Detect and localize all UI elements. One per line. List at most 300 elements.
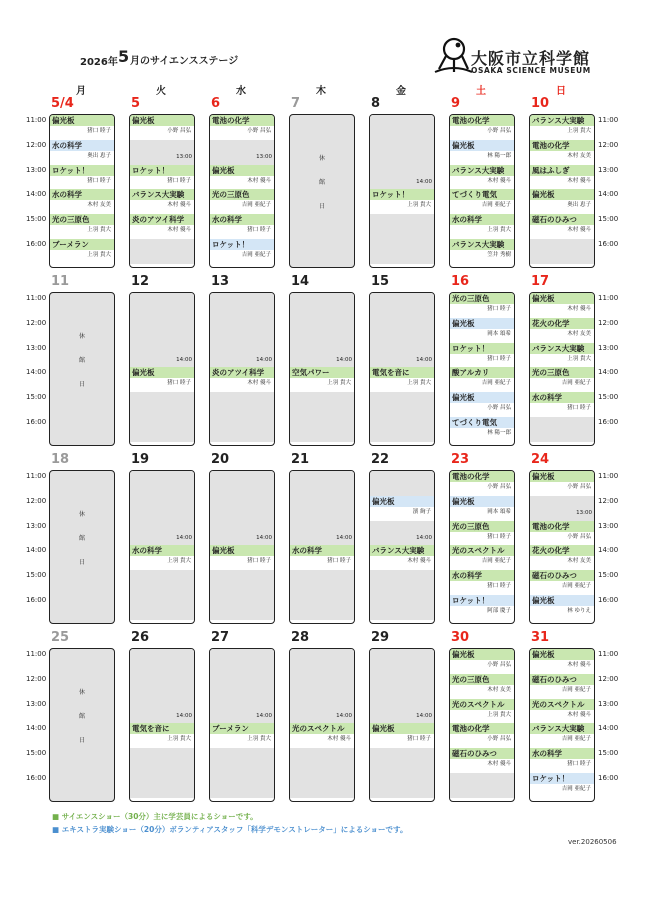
time-label-left: 15:00 [26, 749, 47, 758]
closed-label: 日 [78, 381, 85, 388]
weekday-header: 金 [396, 86, 406, 97]
show-entry[interactable] [130, 545, 194, 570]
time-label-right: 11:00 [598, 472, 619, 480]
show-name: 偏光板 [530, 471, 594, 482]
show-name: ロケット！ [210, 239, 274, 250]
empty-slot [130, 293, 194, 318]
weekday-header: 火 [156, 86, 166, 97]
time-label-right: 12:00 [598, 318, 619, 327]
show-name: 電池の化学 [210, 115, 274, 126]
show-name: 光のスペクトル [450, 545, 514, 556]
show-entry[interactable] [530, 748, 594, 773]
slot-time-caption: 14:00 [256, 712, 272, 719]
show-entry[interactable] [530, 140, 594, 165]
day-number: 29 [371, 630, 390, 645]
show-entry[interactable] [450, 318, 514, 343]
closed-label: 休 [318, 155, 325, 162]
show-staff: 小野 昌弘 [567, 533, 591, 540]
show-entry[interactable] [370, 189, 434, 214]
empty-slot [130, 748, 194, 773]
time-label-right: 11:00 [598, 650, 619, 658]
empty-slot [210, 521, 274, 546]
show-entry[interactable] [530, 293, 594, 318]
show-entry[interactable] [450, 392, 514, 417]
day-cell [449, 648, 515, 802]
show-entry[interactable] [450, 595, 514, 620]
show-name: 偏光板 [370, 723, 434, 734]
show-entry[interactable] [450, 545, 514, 570]
legend-science-show: ■ サイエンスショー（30分）主に学芸員によるショーです。 [52, 812, 258, 821]
show-name: 光のスペクトル [450, 699, 514, 710]
time-label-right: 15:00 [598, 749, 619, 758]
empty-slot [290, 343, 354, 368]
empty-slot [210, 649, 274, 674]
day-cell [209, 292, 275, 446]
empty-slot [370, 165, 434, 190]
show-entry[interactable] [210, 239, 274, 264]
show-name: 光の三原色 [450, 521, 514, 532]
show-entry[interactable] [530, 214, 594, 239]
show-staff: 木村 優斗 [567, 306, 591, 312]
show-staff: 林 陽一郎 [487, 430, 511, 436]
show-name: バランス大実験 [530, 723, 594, 734]
show-staff: 猪口 睦子 [247, 227, 271, 234]
weekday-header: 日 [556, 86, 566, 97]
show-name: 水の科学 [50, 140, 114, 151]
show-name: ブーメラン [210, 723, 274, 734]
time-label-right: 16:00 [598, 418, 619, 426]
show-staff: 猪口 睦子 [87, 177, 111, 184]
show-entry[interactable] [290, 545, 354, 570]
day-number: 7 [291, 96, 301, 111]
time-label-left: 11:00 [26, 472, 47, 480]
show-staff: 上羽 貴大 [407, 380, 431, 387]
show-entry[interactable] [450, 115, 514, 140]
show-name: バランス大実験 [530, 115, 594, 126]
empty-slot [290, 496, 354, 521]
empty-slot [210, 570, 274, 595]
show-staff: 吉岡 亜紀子 [561, 583, 591, 590]
show-entry[interactable] [450, 570, 514, 595]
show-staff: 上羽 貴大 [487, 711, 511, 718]
show-staff: 上羽 貴大 [167, 558, 191, 565]
show-entry[interactable] [450, 699, 514, 724]
show-entry[interactable] [130, 189, 194, 214]
day-number: 18 [51, 452, 70, 467]
show-name: 偏光板 [370, 496, 434, 507]
slot-time-caption: 14:00 [336, 534, 352, 541]
empty-slot [130, 674, 194, 699]
day-cell [289, 292, 355, 446]
show-name: 水の科学 [290, 545, 354, 556]
show-staff: 岡本 頌希 [487, 330, 511, 337]
show-name: 水の科学 [210, 214, 274, 225]
show-staff: 吉岡 亜紀子 [481, 558, 511, 565]
time-label-right: 11:00 [598, 116, 619, 124]
time-label-left: 13:00 [26, 699, 47, 708]
show-entry[interactable] [130, 367, 194, 392]
show-staff: 小野 昌弘 [487, 128, 511, 134]
show-entry[interactable] [530, 189, 594, 214]
day-number: 15 [371, 274, 390, 289]
show-entry[interactable] [530, 649, 594, 674]
empty-slot [210, 471, 274, 496]
show-entry[interactable] [530, 773, 594, 798]
show-name: 水の科学 [450, 214, 514, 225]
show-name: ロケット！ [50, 165, 114, 176]
show-entry[interactable] [450, 496, 514, 521]
show-entry[interactable] [450, 343, 514, 368]
day-number: 26 [131, 630, 150, 645]
show-staff: 木村 優斗 [567, 227, 591, 234]
time-label-left: 14:00 [26, 368, 47, 377]
empty-slot [450, 773, 514, 798]
empty-slot [290, 521, 354, 546]
empty-slot [370, 140, 434, 165]
show-name: 磁石のひみつ [530, 214, 594, 225]
show-entry[interactable] [50, 239, 114, 264]
show-entry[interactable] [530, 545, 594, 570]
museum-name-en: OSAKA SCIENCE MUSEUM [471, 66, 591, 75]
show-staff: 木村 優斗 [567, 662, 591, 668]
time-label-left: 12:00 [26, 318, 47, 327]
show-staff: 上羽 貴大 [567, 128, 591, 134]
time-label-left: 12:00 [26, 140, 47, 149]
show-staff: 木村 優斗 [167, 202, 191, 209]
weekday-header: 水 [236, 86, 246, 97]
empty-slot [130, 521, 194, 546]
empty-slot [290, 471, 354, 496]
empty-slot [130, 392, 194, 417]
empty-slot [130, 417, 194, 442]
empty-slot [290, 293, 354, 318]
day-cell [529, 648, 595, 802]
show-staff: 木村 友美 [567, 152, 591, 159]
show-staff: 猪口 睦子 [487, 355, 511, 362]
show-entry[interactable] [450, 293, 514, 318]
time-label-right: 14:00 [598, 368, 619, 377]
show-name: 偏光板 [50, 115, 114, 126]
empty-slot [290, 595, 354, 620]
show-entry[interactable] [530, 115, 594, 140]
show-name: バランス大実験 [370, 545, 434, 556]
show-name: 偏光板 [130, 115, 194, 126]
show-name: 偏光板 [450, 496, 514, 507]
show-name: 炎のアツイ科学 [210, 367, 274, 378]
show-staff: 奥出 恵子 [87, 152, 111, 159]
show-entry[interactable] [450, 367, 514, 392]
show-staff: 吉岡 亜紀子 [561, 686, 591, 693]
show-staff: 岡本 頌希 [487, 508, 511, 515]
show-entry[interactable] [370, 723, 434, 748]
show-entry[interactable] [530, 521, 594, 546]
show-entry[interactable] [450, 674, 514, 699]
show-entry[interactable] [530, 343, 594, 368]
time-label-left: 11:00 [26, 116, 47, 124]
show-staff: 阿部 慶子 [487, 608, 511, 614]
month-number: 5 [118, 47, 130, 66]
show-staff: 上羽 貴大 [247, 736, 271, 743]
show-entry[interactable] [530, 318, 594, 343]
show-entry[interactable] [210, 189, 274, 214]
time-label-right: 13:00 [598, 343, 619, 352]
show-entry[interactable] [450, 417, 514, 442]
show-staff: 上羽 貴大 [487, 227, 511, 234]
empty-slot [370, 392, 434, 417]
show-entry[interactable] [130, 115, 194, 140]
show-entry[interactable] [530, 165, 594, 190]
show-name: 光の三原色 [450, 293, 514, 304]
time-label-left: 11:00 [26, 294, 47, 302]
show-entry[interactable] [450, 140, 514, 165]
show-entry[interactable] [450, 649, 514, 674]
show-entry[interactable] [530, 699, 594, 724]
show-entry[interactable] [210, 367, 274, 392]
empty-slot [370, 214, 434, 239]
empty-slot [290, 392, 354, 417]
show-name: 偏光板 [530, 189, 594, 200]
day-cell [209, 470, 275, 624]
show-staff: 木村 友美 [567, 330, 591, 337]
show-entry[interactable] [130, 723, 194, 748]
show-name: 偏光板 [450, 392, 514, 403]
show-entry[interactable] [290, 723, 354, 748]
show-name: 水の科学 [450, 570, 514, 581]
show-staff: 吉岡 亜紀子 [481, 202, 511, 209]
show-entry[interactable] [450, 189, 514, 214]
day-number: 31 [531, 630, 550, 645]
day-number: 17 [531, 274, 550, 289]
show-entry[interactable] [210, 723, 274, 748]
day-cell [209, 114, 275, 268]
show-entry[interactable] [50, 165, 114, 190]
show-entry[interactable] [450, 165, 514, 190]
show-staff: 木村 優斗 [327, 736, 351, 743]
show-entry[interactable] [50, 115, 114, 140]
empty-slot [370, 773, 434, 798]
empty-slot [210, 318, 274, 343]
closed-label: 館 [78, 357, 85, 364]
time-label-left: 12:00 [26, 674, 47, 683]
time-label-left: 15:00 [26, 215, 47, 224]
time-label-right: 12:00 [598, 496, 619, 505]
show-entry[interactable] [50, 189, 114, 214]
show-staff: 林 ゆりえ [567, 608, 591, 614]
empty-slot [210, 343, 274, 368]
show-entry[interactable] [210, 545, 274, 570]
show-entry[interactable] [210, 165, 274, 190]
empty-slot [130, 773, 194, 798]
show-name: 偏光板 [130, 367, 194, 378]
show-name: 電気を音に [370, 367, 434, 378]
show-entry[interactable] [530, 723, 594, 748]
show-staff: 上羽 貴大 [567, 355, 591, 362]
time-label-left: 14:00 [26, 546, 47, 555]
show-staff: 吉岡 亜紀子 [241, 202, 271, 209]
empty-slot [290, 417, 354, 442]
museum-name-jp: 大阪市立科学館 [471, 49, 591, 68]
show-staff: 木村 優斗 [247, 380, 271, 387]
slot-time-caption: 13:00 [576, 509, 592, 516]
show-name: 風はふしぎ [530, 165, 594, 176]
show-entry[interactable] [530, 595, 594, 620]
day-number: 14 [291, 274, 310, 289]
show-name: バランス大実験 [530, 343, 594, 354]
show-entry[interactable] [210, 214, 274, 239]
empty-slot [370, 471, 434, 496]
day-number: 23 [451, 452, 470, 467]
empty-slot [210, 392, 274, 417]
slot-time-caption: 14:00 [256, 534, 272, 541]
legend-extra-show: ■ エキストラ実験ショー（20分）ボランティアスタッフ「科学デモンストレーター」によるショーです。 [52, 825, 408, 834]
show-name: ロケット！ [370, 189, 434, 200]
show-entry[interactable] [450, 239, 514, 264]
show-entry[interactable] [370, 545, 434, 570]
empty-slot [130, 140, 194, 165]
empty-slot [210, 773, 274, 798]
empty-slot [530, 496, 594, 521]
show-entry[interactable] [450, 521, 514, 546]
day-number: 5 [131, 96, 141, 111]
show-staff: 木村 友美 [87, 202, 111, 209]
show-name: 偏光板 [530, 595, 594, 606]
day-cell [369, 292, 435, 446]
empty-slot [130, 649, 194, 674]
day-cell [449, 470, 515, 624]
show-entry[interactable] [50, 214, 114, 239]
empty-slot [370, 748, 434, 773]
show-entry[interactable] [290, 367, 354, 392]
show-staff: 木村 優斗 [567, 177, 591, 184]
show-entry[interactable] [370, 496, 434, 521]
empty-slot [370, 343, 434, 368]
empty-slot [130, 318, 194, 343]
show-name: 光の三原色 [50, 214, 114, 225]
show-staff: 猪口 睦子 [167, 177, 191, 184]
empty-slot [370, 293, 434, 318]
day-number: 6 [211, 96, 221, 111]
day-number: 28 [291, 630, 310, 645]
show-entry[interactable] [450, 748, 514, 773]
empty-slot [370, 649, 434, 674]
show-staff: 上羽 貴大 [87, 252, 111, 258]
show-name: ロケット！ [450, 343, 514, 354]
slot-time-caption: 14:00 [416, 534, 432, 541]
show-staff: 小野 昌弘 [567, 484, 591, 490]
show-entry[interactable] [450, 471, 514, 496]
show-staff: 小野 昌弘 [487, 662, 511, 668]
time-label-left: 14:00 [26, 190, 47, 199]
day-cell [209, 648, 275, 802]
empty-slot [210, 595, 274, 620]
slot-time-caption: 13:00 [256, 153, 272, 160]
show-name: 光のスペクトル [530, 699, 594, 710]
show-name: 偏光板 [530, 649, 594, 660]
day-number: 19 [131, 452, 150, 467]
slot-time-caption: 13:00 [176, 153, 192, 160]
day-cell [369, 470, 435, 624]
day-number: 27 [211, 630, 230, 645]
show-entry[interactable] [130, 165, 194, 190]
day-cell [129, 648, 195, 802]
time-label-right: 13:00 [598, 521, 619, 530]
show-entry[interactable] [530, 674, 594, 699]
empty-slot [210, 748, 274, 773]
slot-time-caption: 14:00 [176, 712, 192, 719]
day-number: 30 [451, 630, 470, 645]
slot-time-caption: 14:00 [416, 356, 432, 363]
time-label-right: 15:00 [598, 215, 619, 224]
show-name: 水の科学 [530, 748, 594, 759]
show-staff: 猪口 睦子 [567, 405, 591, 412]
day-number: 11 [51, 274, 70, 289]
show-name: 磁石のひみつ [530, 674, 594, 685]
day-number: 13 [211, 274, 230, 289]
time-label-left: 14:00 [26, 724, 47, 733]
empty-slot [130, 343, 194, 368]
show-name: 電池の化学 [450, 471, 514, 482]
show-staff: 吉岡 亜紀子 [241, 252, 271, 258]
show-entry[interactable] [450, 214, 514, 239]
show-entry[interactable] [50, 140, 114, 165]
show-entry[interactable] [530, 570, 594, 595]
closed-day-cell [289, 114, 355, 268]
show-entry[interactable] [530, 367, 594, 392]
show-name: ロケット！ [530, 773, 594, 784]
weekday-header: 月 [76, 86, 86, 97]
slot-time-caption: 14:00 [416, 712, 432, 719]
show-name: 光の三原色 [450, 674, 514, 685]
empty-slot [530, 417, 594, 442]
slot-time-caption: 14:00 [176, 356, 192, 363]
time-label-left: 13:00 [26, 165, 47, 174]
empty-slot [130, 471, 194, 496]
empty-slot [290, 674, 354, 699]
time-label-right: 16:00 [598, 596, 619, 604]
empty-slot [290, 318, 354, 343]
day-cell [289, 648, 355, 802]
show-name: 電気を音に [130, 723, 194, 734]
show-entry[interactable] [530, 392, 594, 417]
empty-slot [370, 570, 434, 595]
show-entry[interactable] [530, 471, 594, 496]
day-number: 9 [451, 96, 461, 111]
day-cell [449, 114, 515, 268]
show-entry[interactable] [450, 723, 514, 748]
show-staff: 猪口 睦子 [167, 380, 191, 387]
show-name: ロケット！ [450, 595, 514, 606]
show-name: 電池の化学 [530, 521, 594, 532]
show-name: 空気パワー [290, 367, 354, 378]
show-entry[interactable] [210, 115, 274, 140]
show-entry[interactable] [130, 214, 194, 239]
day-cell [369, 648, 435, 802]
day-number: 8 [371, 96, 381, 111]
show-staff: 小野 昌弘 [487, 736, 511, 743]
day-number: 25 [51, 630, 70, 645]
day-cell [529, 292, 595, 446]
time-label-right: 16:00 [598, 774, 619, 782]
time-label-left: 16:00 [26, 774, 47, 782]
time-label-right: 13:00 [598, 699, 619, 708]
closed-label: 館 [318, 179, 325, 186]
closed-label: 日 [78, 737, 85, 744]
slot-time-caption: 14:00 [336, 356, 352, 363]
show-name: 電池の化学 [450, 115, 514, 126]
show-name: 炎のアツイ科学 [130, 214, 194, 225]
weekday-header: 木 [316, 86, 326, 97]
show-entry[interactable] [370, 367, 434, 392]
